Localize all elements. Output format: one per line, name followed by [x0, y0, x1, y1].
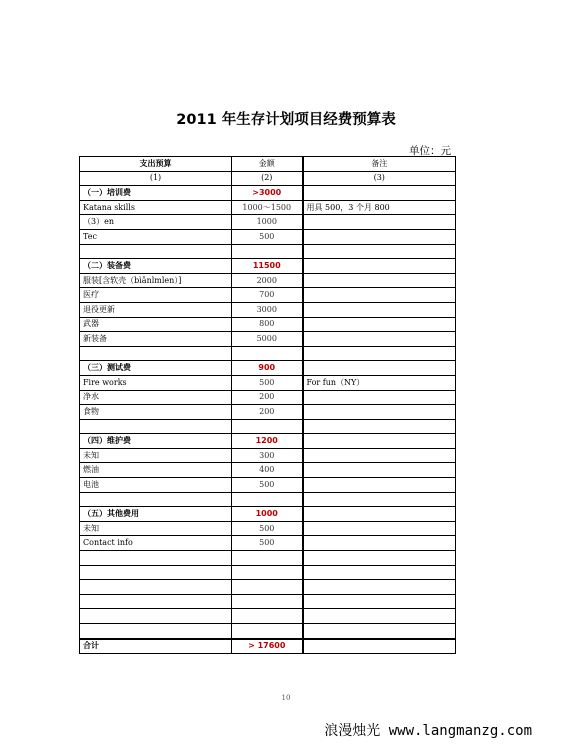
row-item: Contact info — [80, 536, 232, 551]
row-item — [80, 244, 232, 259]
page-number: 10 — [281, 694, 291, 702]
table-row — [80, 288, 456, 303]
row-note — [303, 565, 456, 580]
table-row — [80, 390, 456, 405]
row-amount: 200 — [232, 390, 303, 405]
row-note — [303, 288, 456, 303]
row-note — [303, 346, 456, 361]
row-note — [303, 229, 456, 244]
watermark: 浪漫烛光 www.langmanzg.com — [324, 723, 532, 739]
header-note: 备注 — [303, 157, 456, 172]
row-amount — [232, 609, 303, 624]
table-subheader-row — [80, 171, 456, 186]
row-note — [303, 609, 456, 624]
row-note — [303, 244, 456, 259]
blank-row — [80, 551, 456, 566]
blank-row — [80, 419, 456, 434]
row-note — [303, 317, 456, 332]
row-note — [303, 434, 456, 449]
row-item: 退役更新 — [80, 302, 232, 317]
row-amount — [232, 551, 303, 566]
row-note — [303, 273, 456, 288]
row-amount: 3000 — [232, 302, 303, 317]
row-item: Fire works — [80, 375, 232, 390]
row-item — [80, 609, 232, 624]
row-amount: 11500 — [232, 259, 303, 274]
row-amount — [232, 419, 303, 434]
subheader-note: (3) — [303, 171, 456, 186]
row-item — [80, 624, 232, 639]
row-amount — [232, 492, 303, 507]
unit-label: 单位：元 — [409, 145, 451, 157]
header-item: 支出预算 — [80, 157, 232, 172]
row-note — [303, 390, 456, 405]
budget-table — [79, 156, 456, 654]
row-item: 新装备 — [80, 332, 232, 347]
blank-row — [80, 492, 456, 507]
table-row — [80, 536, 456, 551]
table-row — [80, 229, 456, 244]
row-note — [303, 594, 456, 609]
total-note — [303, 639, 456, 654]
row-item: Katana skills — [80, 200, 232, 215]
total-amount: > 17600 — [232, 639, 303, 654]
row-item: 武器 — [80, 317, 232, 332]
row-amount: 1200 — [232, 434, 303, 449]
row-item — [80, 565, 232, 580]
row-amount: 900 — [232, 361, 303, 376]
category-row — [80, 186, 456, 201]
row-amount: 500 — [232, 375, 303, 390]
row-amount — [232, 624, 303, 639]
row-amount: 1000 — [232, 507, 303, 522]
row-item — [80, 594, 232, 609]
row-amount: 2000 — [232, 273, 303, 288]
category-row — [80, 434, 456, 449]
row-amount: 5000 — [232, 332, 303, 347]
row-note — [303, 551, 456, 566]
row-item — [80, 551, 232, 566]
row-item: （四）维护费 — [80, 434, 232, 449]
row-amount: 1000～1500 — [232, 200, 303, 215]
blank-row — [80, 624, 456, 639]
blank-row — [80, 565, 456, 580]
row-item: 燃油 — [80, 463, 232, 478]
subheader-amount: (2) — [232, 171, 303, 186]
row-note — [303, 332, 456, 347]
table-row — [80, 375, 456, 390]
total-row — [80, 639, 456, 654]
row-note — [303, 448, 456, 463]
row-amount: 200 — [232, 405, 303, 420]
header-amount: 金额 — [232, 157, 303, 172]
row-amount — [232, 580, 303, 595]
row-item: （二）装备费 — [80, 259, 232, 274]
row-amount — [232, 244, 303, 259]
row-item: 食物 — [80, 405, 232, 420]
table-row — [80, 463, 456, 478]
category-row — [80, 507, 456, 522]
row-amount — [232, 565, 303, 580]
category-row — [80, 361, 456, 376]
row-note — [303, 186, 456, 201]
row-note — [303, 215, 456, 230]
table-row — [80, 302, 456, 317]
row-item: 服装[含软壳（bìǎnlmlen）] — [80, 273, 232, 288]
row-item: Tec — [80, 229, 232, 244]
blank-row — [80, 609, 456, 624]
blank-row — [80, 594, 456, 609]
row-amount: 500 — [232, 521, 303, 536]
row-item: 电池 — [80, 478, 232, 493]
document-title: 2011 年生存计划项目经费预算表 — [176, 112, 396, 128]
row-amount: 500 — [232, 536, 303, 551]
table-row — [80, 448, 456, 463]
row-item: 医疗 — [80, 288, 232, 303]
subheader-item: (1) — [80, 171, 232, 186]
blank-row — [80, 580, 456, 595]
blank-row — [80, 244, 456, 259]
table-row — [80, 273, 456, 288]
row-item: （五）其他费用 — [80, 507, 232, 522]
blank-row — [80, 346, 456, 361]
table-row — [80, 200, 456, 215]
row-note — [303, 536, 456, 551]
row-note — [303, 478, 456, 493]
row-item — [80, 580, 232, 595]
row-amount — [232, 594, 303, 609]
row-item — [80, 419, 232, 434]
row-amount — [232, 346, 303, 361]
table-row — [80, 405, 456, 420]
row-amount: 400 — [232, 463, 303, 478]
row-amount: 800 — [232, 317, 303, 332]
row-note — [303, 405, 456, 420]
row-note: 用具 500，3 个月 800 — [303, 200, 456, 215]
row-note: For fun（NY） — [303, 375, 456, 390]
table-row — [80, 332, 456, 347]
row-note — [303, 624, 456, 639]
row-amount: 300 — [232, 448, 303, 463]
row-note — [303, 507, 456, 522]
row-amount: 700 — [232, 288, 303, 303]
row-item: （3）en — [80, 215, 232, 230]
row-amount: >3000 — [232, 186, 303, 201]
row-note — [303, 492, 456, 507]
row-amount: 500 — [232, 229, 303, 244]
row-item: 未知 — [80, 521, 232, 536]
row-note — [303, 521, 456, 536]
row-item: 未知 — [80, 448, 232, 463]
row-note — [303, 419, 456, 434]
row-item — [80, 346, 232, 361]
row-amount: 1000 — [232, 215, 303, 230]
row-item: （三）测试费 — [80, 361, 232, 376]
table-row — [80, 317, 456, 332]
table-row — [80, 215, 456, 230]
table-row — [80, 478, 456, 493]
table-row — [80, 521, 456, 536]
row-item: 净水 — [80, 390, 232, 405]
row-item: （一）培训费 — [80, 186, 232, 201]
row-amount: 500 — [232, 478, 303, 493]
row-note — [303, 259, 456, 274]
row-note — [303, 302, 456, 317]
row-note — [303, 463, 456, 478]
category-row — [80, 259, 456, 274]
table-header-row — [80, 157, 456, 172]
row-note — [303, 580, 456, 595]
row-item — [80, 492, 232, 507]
row-note — [303, 361, 456, 376]
total-label: 合计 — [80, 639, 232, 654]
